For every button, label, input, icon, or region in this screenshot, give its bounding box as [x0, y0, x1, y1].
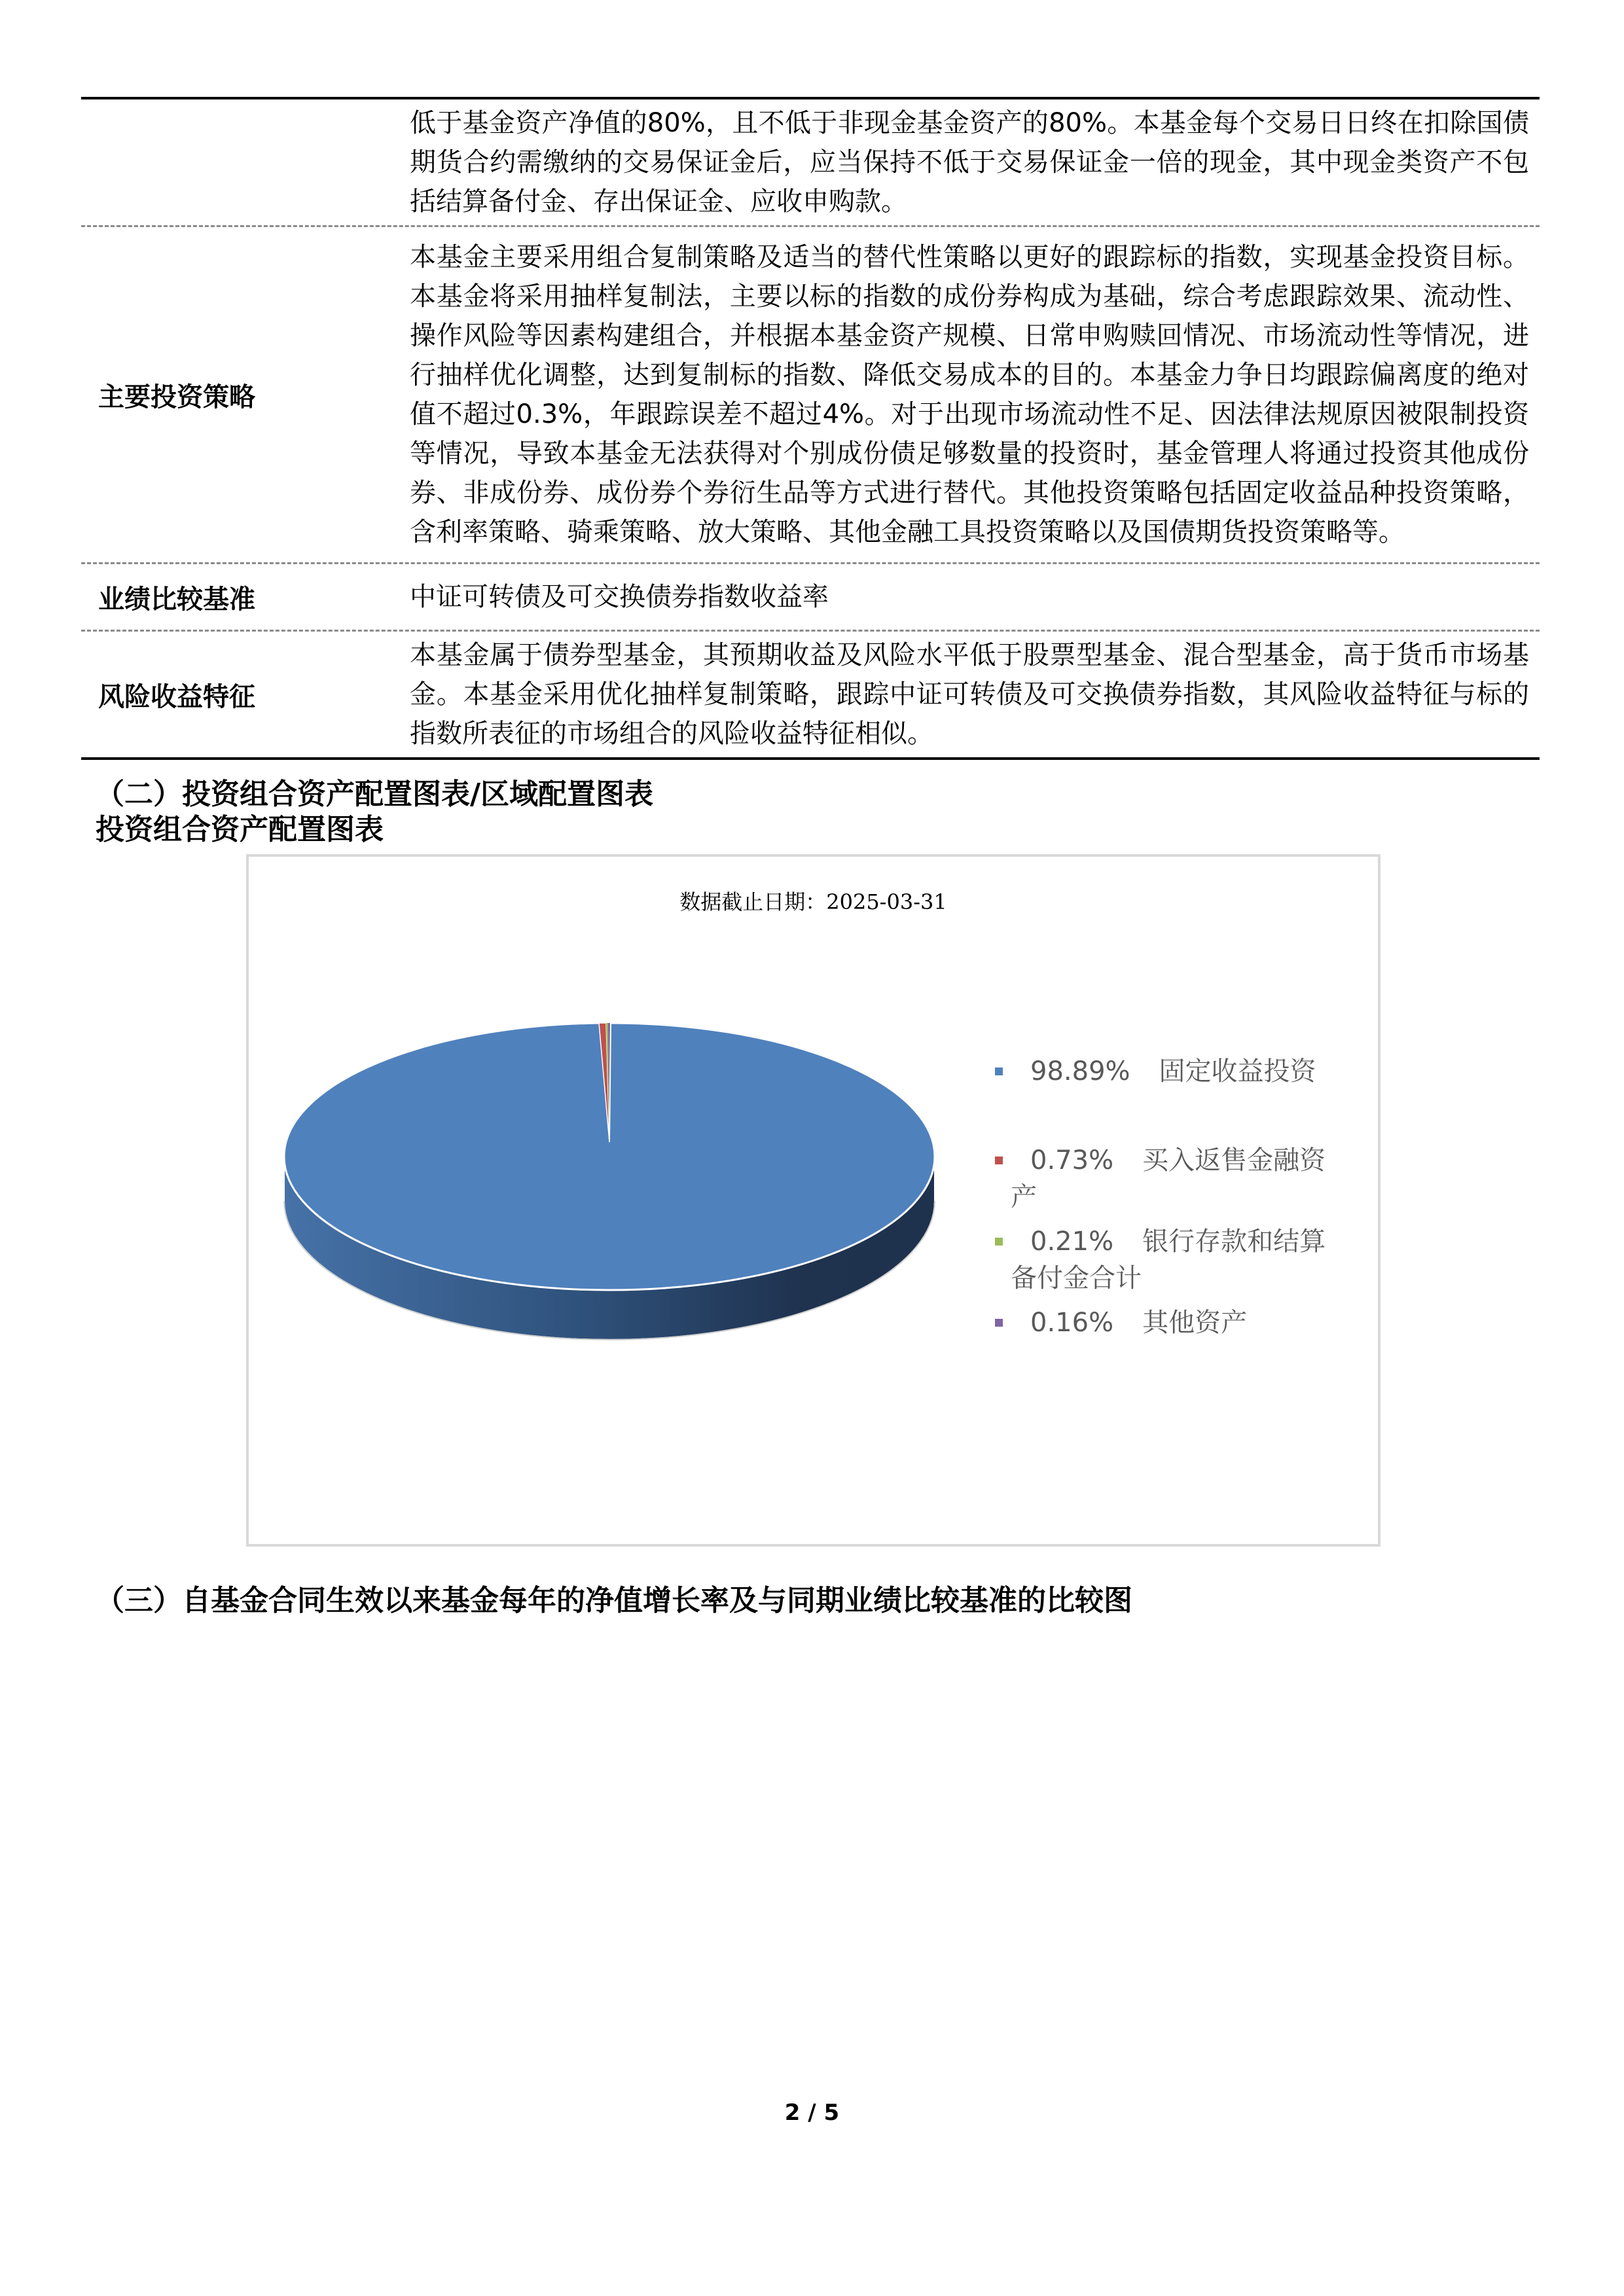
section-2-heading: （二）投资组合资产配置图表/区域配置图表	[96, 778, 654, 811]
legend-swatch-icon	[995, 1319, 1003, 1327]
chart-title: 数据截止日期：2025-03-31	[679, 889, 947, 914]
legend-label-wrap: 备付金合计	[1011, 1263, 1142, 1293]
table-row-risk-return	[81, 630, 1540, 757]
table-row-benchmark	[81, 562, 1540, 630]
row-value: 本基金主要采用组合复制策略及适当的替代性策略以更好的跟踪标的指数，实现基金投资目标。本基金将采用抽样复制法，主要以标的指数的成份券构成为基础，综合考虑跟踪效果、流动性、操作风险等因素构建组合，并根据本基金资产规模、日常申购赎回情况、市场流动性等情况，进行抽样优化调整，达到复制标的指数、降低交易成本的目的。本基金力争日均跟踪偏离度的绝对值不超过0.3%，年跟踪误差不超过4%。对于出现市场流动性不足、因法律法规原因被限制投资等情况，导致本基金无法获得对个别成份债足够数量的投资时，基金管理人将通过投资其他成份券、非成份券、成份券个券衍生品等方式进行替代。其他投资策略包括固定收益品种投资策略，含利率策略、骑乘策略、放大策略、其他金融工具投资策略以及国债期货投资策略等。	[410, 242, 1529, 547]
row-value: 本基金属于债券型基金，其预期收益及风险水平低于股票型基金、混合型基金，高于货币市场基金。本基金采用优化抽样复制策略，跟踪中证可转债及可交换债券指数，其风险收益特征与标的指数所表征的市场组合的风险收益特征相似。	[410, 640, 1529, 749]
fund-overview-table	[81, 97, 1540, 760]
row-label: 业绩比较基准	[98, 584, 255, 615]
legend-item-bank-deposits	[995, 1223, 1362, 1297]
legend-pct: 0.16%	[1030, 1308, 1114, 1338]
section-2-subheading: 投资组合资产配置图表	[96, 813, 384, 846]
legend-item-other-assets	[995, 1304, 1362, 1341]
legend-label: 其他资产	[1142, 1308, 1248, 1338]
legend-pct: 98.89%	[1030, 1056, 1130, 1086]
asset-allocation-chart	[246, 854, 1380, 1547]
legend-item-reverse-repo	[995, 1142, 1362, 1215]
row-label: 风险收益特征	[98, 681, 255, 712]
legend-label: 买入返售金融资	[1142, 1145, 1326, 1175]
legend-swatch-icon	[995, 1238, 1003, 1246]
legend-item-fixed-income	[995, 1053, 1362, 1090]
page-number: 2 / 5	[784, 2100, 840, 2126]
legend-label: 银行存款和结算	[1142, 1227, 1326, 1257]
table-row-investment-strategy	[81, 225, 1540, 562]
legend-pct: 0.21%	[1030, 1227, 1114, 1257]
row-value: 低于基金资产净值的80%，且不低于非现金基金资产的80%。本基金每个交易日日终在扣除国债期货合约需缴纳的交易保证金后，应当保持不低于交易保证金一倍的现金，其中现金类资产不包括结算备付金、存出保证金、应收申购款。	[410, 108, 1529, 217]
legend-swatch-icon	[995, 1067, 1003, 1075]
legend-pct: 0.73%	[1030, 1145, 1114, 1175]
section-3-heading: （三）自基金合同生效以来基金每年的净值增长率及与同期业绩比较基准的比较图	[96, 1584, 1132, 1617]
table-row-investment-scope-continued	[81, 99, 1540, 225]
legend-label-wrap: 产	[1011, 1182, 1037, 1212]
legend-label: 固定收益投资	[1159, 1056, 1316, 1086]
pie-chart	[278, 1018, 945, 1384]
row-value: 中证可转债及可交换债券指数收益率	[410, 582, 829, 612]
chart-legend	[995, 1053, 1362, 1341]
row-label: 主要投资策略	[98, 382, 255, 412]
legend-swatch-icon	[995, 1157, 1003, 1164]
